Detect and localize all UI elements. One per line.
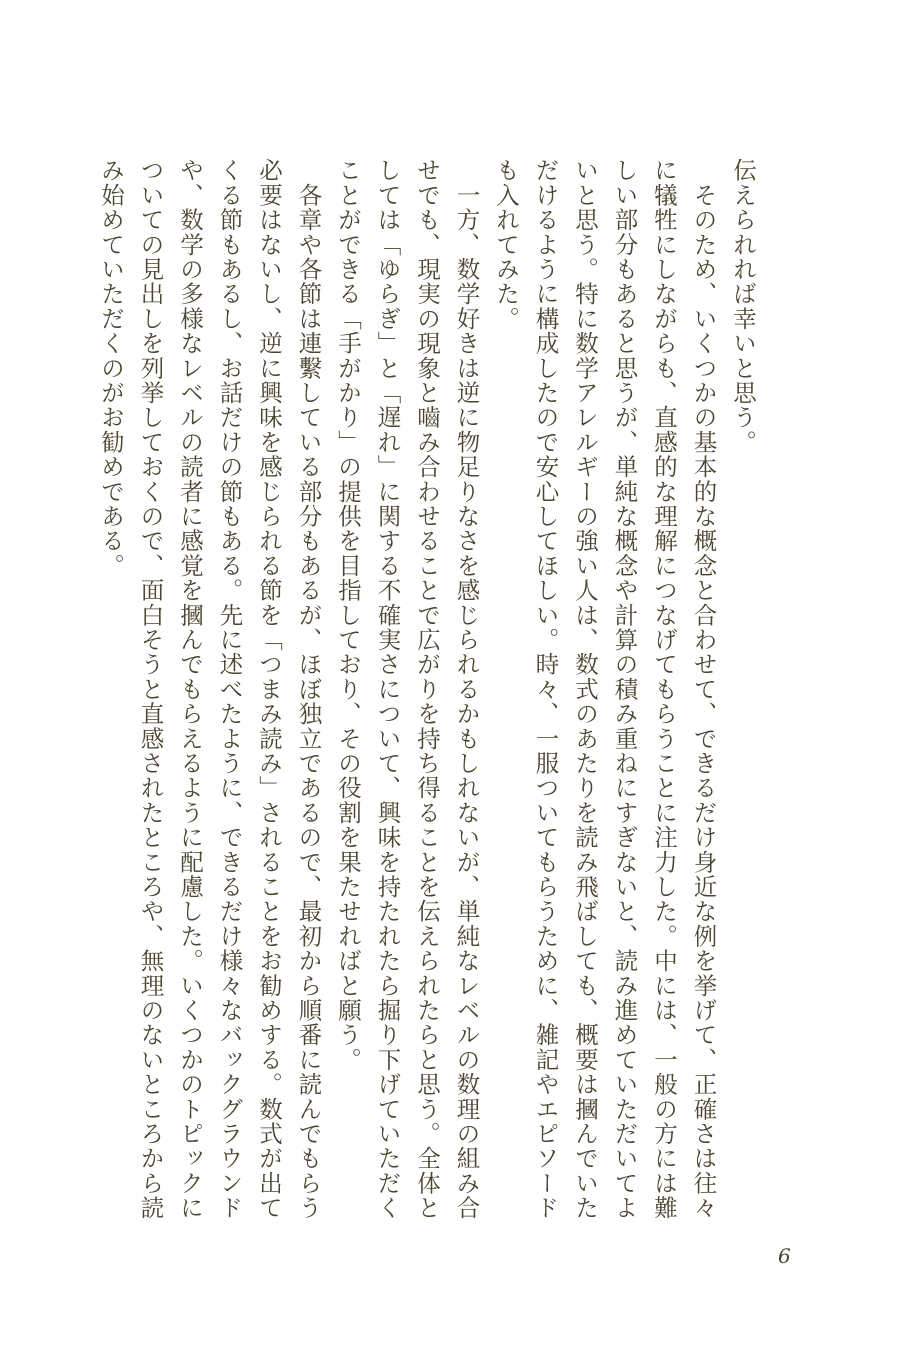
text-line: ついての見出しを列挙しておくので、面白そうと直感されたところや、無理のないところから読 [136, 158, 165, 1221]
text-line: いと思う。特に数学アレルギーの強い人は、数式のあたりを読み飛ばしても、概要は摑んでいた [571, 158, 599, 1221]
text-line: そのため、いくつかの基本的な概念と合わせて、できるだけ身近な例を挙げて、正確さは往々 [689, 158, 718, 1221]
text-line: 伝えられれば幸いと思う。 [729, 158, 757, 455]
page-number: 6 [778, 1244, 791, 1268]
text-line: 各章や各節は連繫している部分もあるが、ほぼ独立であるので、最初から順番に読んでもらう [294, 158, 323, 1221]
text-line: み始めていただくのがお勧めである。 [97, 158, 125, 578]
text-line: しては「ゆらぎ」と「遅れ」に関する不確実さについて、興味を持たれたら掘り下げていただく [373, 158, 402, 1221]
text-line: せでも、現実の現象と嚙み合わせることで広がりを持ち得ることを伝えられたらと思う。全体と [413, 158, 441, 1221]
text-line: に犠牲にしながらも、直感的な理解につなげてもらうことに注力した。中には、一般の方には難 [650, 158, 678, 1221]
text-line: 必要はないし、逆に興味を感じられる節を「つまみ読み」されることをお勧めする。数式が出て [255, 158, 283, 1221]
text-line: や、数学の多様なレベルの読者に感覚を摑んでもらえるように配慮した。いくつかのトピックに [176, 158, 204, 1221]
text-line: も入れてみた。 [492, 158, 520, 331]
text-line: だけるように構成したので安心してほしい。時々、一服ついてもらうために、雑記やエピソード [531, 158, 560, 1221]
text-line: くる節もあるし、お話だけの節もある。先に述べたように、できるだけ様々なバックグラウンド [215, 158, 244, 1221]
text-line: しい部分もあると思うが、単純な概念や計算の積み重ねにすぎないと、読み進めていただいてよ [610, 158, 639, 1221]
text-line: ことができる「手がかり」の提供を目指しており、その役割を果たせればと願う。 [334, 158, 362, 1072]
text-line: 一方、数学好きは逆に物足りなさを感じられるかもしれないが、単純なレベルの数理の組み合 [452, 158, 481, 1221]
body-text [97, 158, 762, 1221]
